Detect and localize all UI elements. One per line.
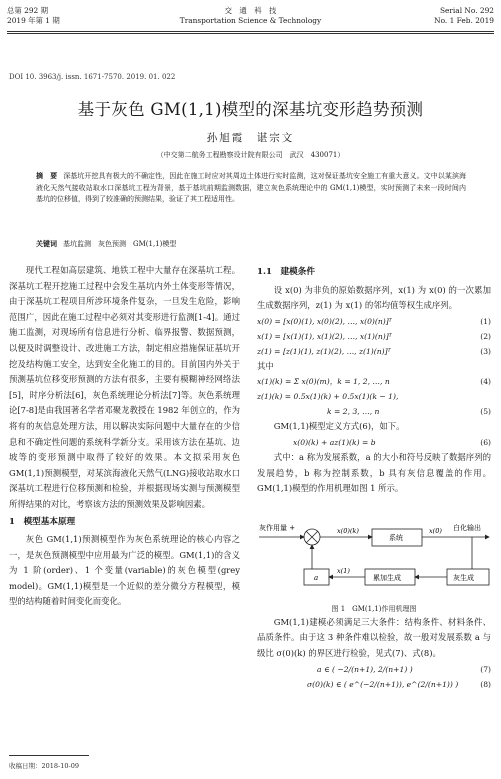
equation-3-body: z(1) = [z(1)(1), z(1)(2), …, z(1)(n)]ᵀ: [257, 346, 391, 356]
abstract-text: 深基坑开挖具有极大的不确定性，因此在施工时应对其周边土体进行实时监测，这对保证基坑安全施工有重大意义。文中以某滨海液化天然气接收站取水口深基坑工程为背景，基于基坑前期监测数据，建立灰色系统理论中的 GM(1,1)模型，实时预测了未来一段时间内基坑的位移值，得到了较准确的预测结果，验证了其工程适用性。: [36, 172, 467, 204]
fig-system-label: 系统: [389, 533, 403, 542]
fig-gray-label: 灰生成: [453, 573, 474, 582]
header-rule: [7, 31, 494, 32]
equation-6-number: (6): [480, 437, 491, 447]
modeling-paragraph: 设 x(0) 为非负的原始数据序列，x(1) 为 x(0) 的一次累加生成数据序列，z(1) 为 x(1) 的邻均值等权生成序列。: [257, 284, 491, 311]
paper-title: 基于灰色 GM(1,1)模型的深基坑变形趋势预测: [77, 100, 424, 119]
header-right: [434, 6, 494, 25]
abstract-label: 摘 要: [36, 171, 58, 180]
equation-6-body: x(0)(k) + az(1)(k) = b: [293, 437, 376, 447]
header-center: [7, 6, 494, 25]
figure-caption: 图 1 GM(1,1)作用机理图: [331, 604, 417, 613]
equation-4: [257, 374, 491, 389]
equation-8-body: σ(0)(k) ∈ ( e^(−2/(n+1)), e^(2/(n+1)) ): [307, 679, 459, 689]
equation-2-body: x(1) = [x(1)(1), x(1)(2), …, x(1)(n)]ᵀ: [257, 331, 392, 341]
coefficient-paragraph: 式中：a 称为发展系数，a 的大小和符号反映了数据序列的发展趋势，b 称为控制系数，b 具有灰信息覆盖的作用。GM(1,1)模型的作用机理如图 1 所示。: [257, 451, 491, 494]
serial-number: Serial No. 292: [439, 6, 494, 15]
fig-x0-label: x(0)(k): [337, 526, 359, 535]
equation-2-number: (2): [480, 331, 491, 341]
fig-a-label: a: [314, 573, 319, 582]
where-label: 其中: [257, 360, 274, 371]
equation-5-range: k = 2, 3, …, n: [327, 407, 380, 417]
equation-5a: [257, 389, 491, 404]
equation-1-body: x(0) = [x(0)(1), x(0)(2), …, x(0)(n)]ᵀ: [257, 316, 392, 326]
issue-number: 总第 292 期: [7, 6, 48, 15]
equation-4-body: x(1)(k) = Σ x(0)(m)，k = 1, 2, …, n: [257, 377, 390, 387]
equation-8-number: (8): [480, 679, 491, 689]
keywords-label: 关键词: [36, 239, 57, 248]
equation-7-number: (7): [480, 664, 491, 674]
fig-out-label: 白化输出: [453, 523, 481, 532]
equation-6: [257, 435, 491, 450]
authors: 孙旭霞 谌宗文: [206, 132, 295, 144]
journal-header: [7, 6, 494, 28]
abstract: [36, 170, 466, 206]
model-definition-paragraph: GM(1,1)模型定义方式(6)，如下。: [273, 421, 405, 432]
affiliation: （中交第二航务工程勘察设计院有限公司 武汉 430071）: [156, 151, 345, 159]
equation-7: [257, 662, 491, 677]
mechanism-figure: [257, 503, 491, 603]
right-column: [257, 263, 491, 692]
section-1-paragraph: 灰色 GM(1,1)预测模型作为灰色系统理论的核心内容之一，是灰色预测模型中应用最为广泛的模型。GM(1,1)的含义为 1 阶(order)、1 个变量(variable)的灰色模型(grey model)。GM(1,1)模型是一个近似的差分微分方程模型，模型的结构随着时间变化而变化。: [9, 534, 240, 607]
conditions-paragraph: GM(1,1)建模必须满足三大条件：结构条件、材料条件、品质条件。由于这 3 种条件难以检验，故一般对发展系数 a 与级比 σ(0)(k) 的界区进行检验，见式(7)、式(8)。: [257, 616, 491, 658]
equation-3: [257, 344, 491, 359]
journal-name-en: Transportation Science & Technology: [179, 15, 322, 25]
equation-2: [257, 329, 491, 344]
fig-accum-label: 累加生成: [373, 573, 401, 582]
equation-5-number: (5): [480, 407, 491, 417]
equation-1: [257, 314, 491, 329]
equation-8: [257, 677, 491, 692]
equation-7-body: a ∈ ( −2/(n+1), 2/(n+1) ): [317, 664, 413, 674]
fig-x1-label: x(1): [337, 566, 350, 575]
section-1-heading: 1 模型基本原理: [9, 516, 76, 527]
doi[interactable]: DOI 10. 3963/j. issn. 1671-7570. 2019. 01. 022: [9, 73, 176, 81]
issue-year: 2019 年第 1 期: [7, 15, 60, 25]
mechanism-diagram: [257, 503, 491, 603]
equation-5-body: z(1)(k) = 0.5x(1)(k) + 0.5x(1)(k − 1),: [257, 392, 399, 402]
equation-4-number: (4): [480, 377, 491, 387]
journal-name-cn: 交 通 科 技: [224, 6, 277, 15]
equation-5b: [257, 404, 491, 419]
intro-paragraph: 现代工程如高层建筑、地铁工程中大量存在深基坑工程。深基坑工程开挖施工过程中会发生基坑内外土体变形等情况，由于深基坑工程项目所涉环境条件复杂，一旦发生危险，影响范围广，因此在施工过程中必须对其变形进行监测[1-4]。通过施工监测，对现场所有信息进行分析、临界报警、数据预测，以便及时调整设计、改进施工方法，制定相应措施保证基坑开挖及结构施工安全，达到安全化施工的目的。目前国内外关于预测基坑位移变形预测的方法有很多，主要有模糊神经网络法[5]，时序分析法[6]，灰色系统理论分析法[7]等。灰色系统理论[7-8]是由我国著名学者邓聚龙教授在 1982 年创立的，作为将有的灰信息处理方法，用以解决实际问题中大量存在的少信息和不确定性问题的系统科学新分支。采用该方法在基坑、边坡等的变形预测中取得了较好的效果。本文拟采用灰色 GM(1,1)预测模型，对某滨海液化天然气(LNG)接收站取水口深基坑工程进行位移预测和检验，并根据现场实测与预测模型所得结果的对比，考察该方法的预测效果及影响因素。: [9, 265, 240, 509]
footnote-rule: [9, 755, 89, 756]
received-date: 收稿日期：2018-10-09: [9, 762, 79, 770]
left-column: [9, 263, 240, 610]
keywords: [36, 239, 466, 249]
equation-3-number: (3): [480, 346, 491, 356]
subsection-1-1-heading: 1.1 建模条件: [257, 267, 315, 277]
fig-in-label: 灰作用量 +: [259, 523, 296, 532]
equation-1-number: (1): [480, 316, 491, 326]
header-rule-2: [7, 33, 494, 34]
keywords-text: 基坑监测 灰色预测 GM(1,1)模型: [63, 240, 177, 248]
fig-white-x-label: x(0): [429, 526, 442, 535]
issue-date: No. 1 Feb. 2019: [434, 15, 494, 25]
